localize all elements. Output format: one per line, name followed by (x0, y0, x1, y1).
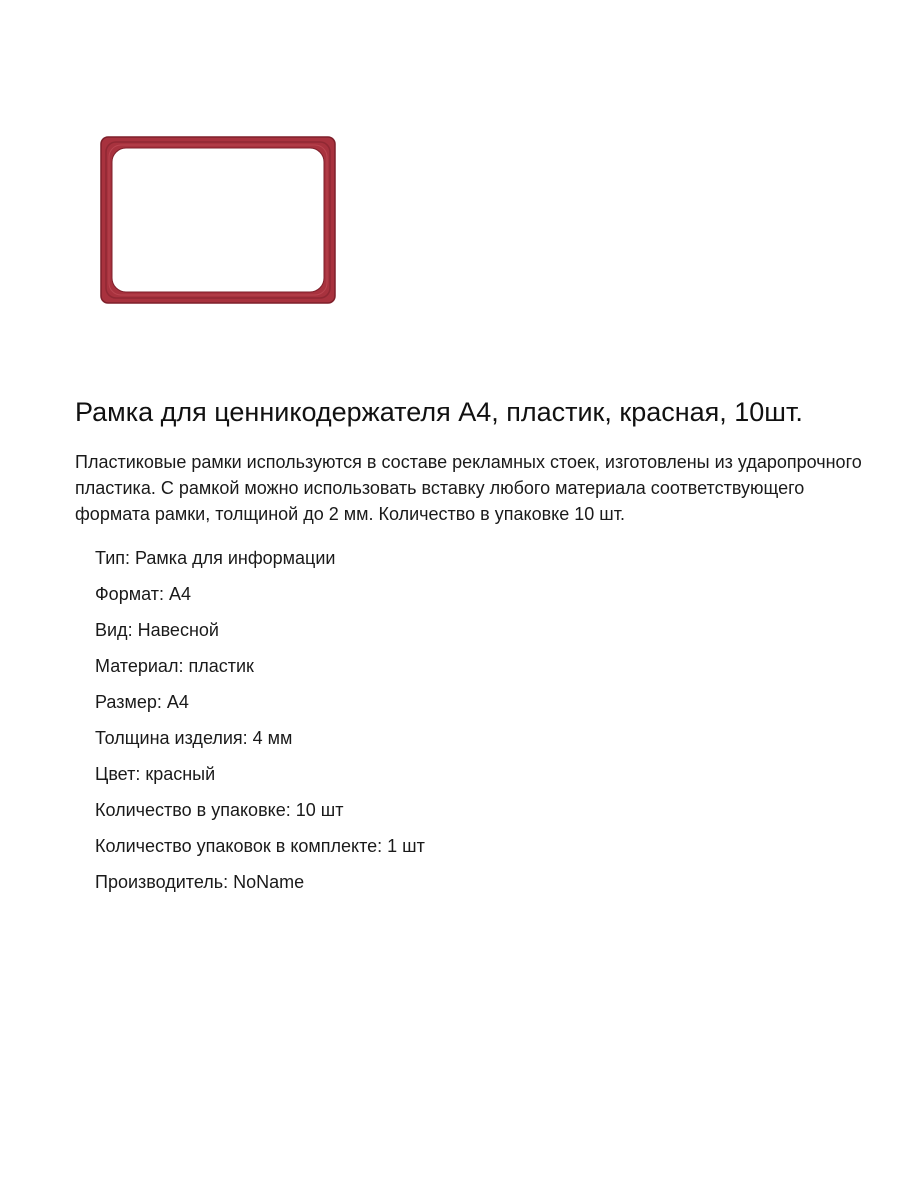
spec-color: Цвет: красный (95, 764, 216, 784)
spec-kind: Вид: Навесной (95, 620, 219, 640)
spec-packs-per-set: Количество упаковок в комплекте: 1 шт (95, 836, 425, 856)
product-title: Рамка для ценникодержателя А4, пластик, красная, 10шт. (75, 397, 803, 427)
spec-size: Размер: А4 (95, 692, 189, 712)
spec-manufacturer: Производитель: NoName (95, 872, 305, 892)
spec-quantity-per-pack: Количество в упаковке: 10 шт (95, 800, 344, 820)
spec-material: Материал: пластик (95, 656, 254, 676)
product-image-red-frame (98, 134, 338, 306)
spec-type: Тип: Рамка для информации (95, 548, 336, 568)
spec-format: Формат: А4 (95, 584, 191, 604)
product-description: Пластиковые рамки используются в составе рекламных стоек, изготовлены из ударопрочного пластика. С рамкой можно использовать вставку любого материала соответствующего формата рамки, толщиной до 2 мм. Количество в упаковке 10 шт. (75, 452, 862, 524)
frame-illustration (98, 134, 338, 306)
spec-thickness: Толщина изделия: 4 мм (95, 728, 293, 748)
frame-window (112, 148, 324, 292)
spec-list (95, 545, 425, 905)
